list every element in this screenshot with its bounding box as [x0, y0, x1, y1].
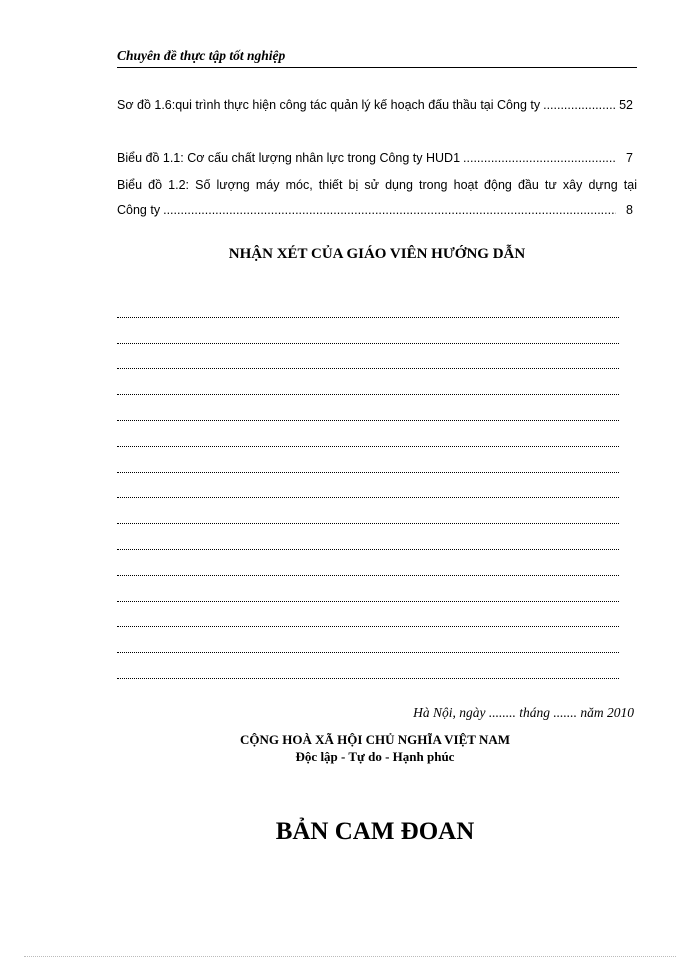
- toc-leader-dots: [543, 96, 616, 114]
- toc-entry-page: 8: [626, 203, 633, 217]
- toc-entry-page: 7: [626, 151, 633, 165]
- national-motto: Độc lập - Tự do - Hạnh phúc: [295, 749, 455, 764]
- comment-dotted-line: [117, 498, 619, 524]
- declaration-title: BẢN CAM ĐOAN: [275, 818, 475, 845]
- toc-leader-dots: [463, 149, 616, 167]
- running-header: [117, 48, 637, 68]
- comment-writing-area: [117, 292, 619, 679]
- toc-entry-label: Biểu đồ 1.1: Cơ cấu chất lượng nhân lực trong Công ty HUD1: [117, 151, 461, 165]
- comment-dotted-line: [117, 395, 619, 421]
- toc-entry: [117, 201, 633, 219]
- comment-dotted-line: [117, 369, 619, 395]
- toc-entry-label: Sơ đồ 1.6:qui trình thực hiện công tác quản lý kế hoạch đấu thầu tại Công ty: [117, 98, 541, 112]
- comment-dotted-line: [117, 550, 619, 576]
- comment-dotted-line: [117, 602, 619, 628]
- comment-dotted-line: [117, 292, 619, 318]
- comment-dotted-line: [117, 318, 619, 344]
- comment-dotted-line: [117, 627, 619, 653]
- toc-entry-page: 52: [619, 98, 633, 112]
- national-title: CỘNG HOÀ XÃ HỘI CHỦ NGHĨA VIỆT NAM: [239, 732, 511, 747]
- toc-entry-label-line1: Biểu đồ 1.2: Số lượng máy móc, thiết bị sử dụng trong hoạt động đầu tư xây dựng tại: [117, 178, 637, 192]
- comment-dotted-line: [117, 576, 619, 602]
- comment-dotted-line: [117, 344, 619, 370]
- comment-section-title: NHẬN XÉT CỦA GIÁO VIÊN HƯỚNG DẪN: [228, 246, 526, 262]
- comment-dotted-line: [117, 473, 619, 499]
- comment-dotted-line: [117, 524, 619, 550]
- comment-dotted-line: [117, 653, 619, 679]
- header-title: Chuyên đề thực tập tốt nghiệp: [117, 48, 286, 63]
- page-bottom-divider: [24, 956, 676, 957]
- place-and-date: Hà Nội, ngày ........ tháng ....... năm 2010: [413, 705, 634, 720]
- comment-dotted-line: [117, 447, 619, 473]
- toc-entry: [117, 149, 633, 167]
- comment-dotted-line: [117, 421, 619, 447]
- toc-entry-label-line2: Công ty: [117, 203, 161, 217]
- toc-leader-dots: [163, 201, 616, 219]
- toc-entry: [117, 96, 633, 114]
